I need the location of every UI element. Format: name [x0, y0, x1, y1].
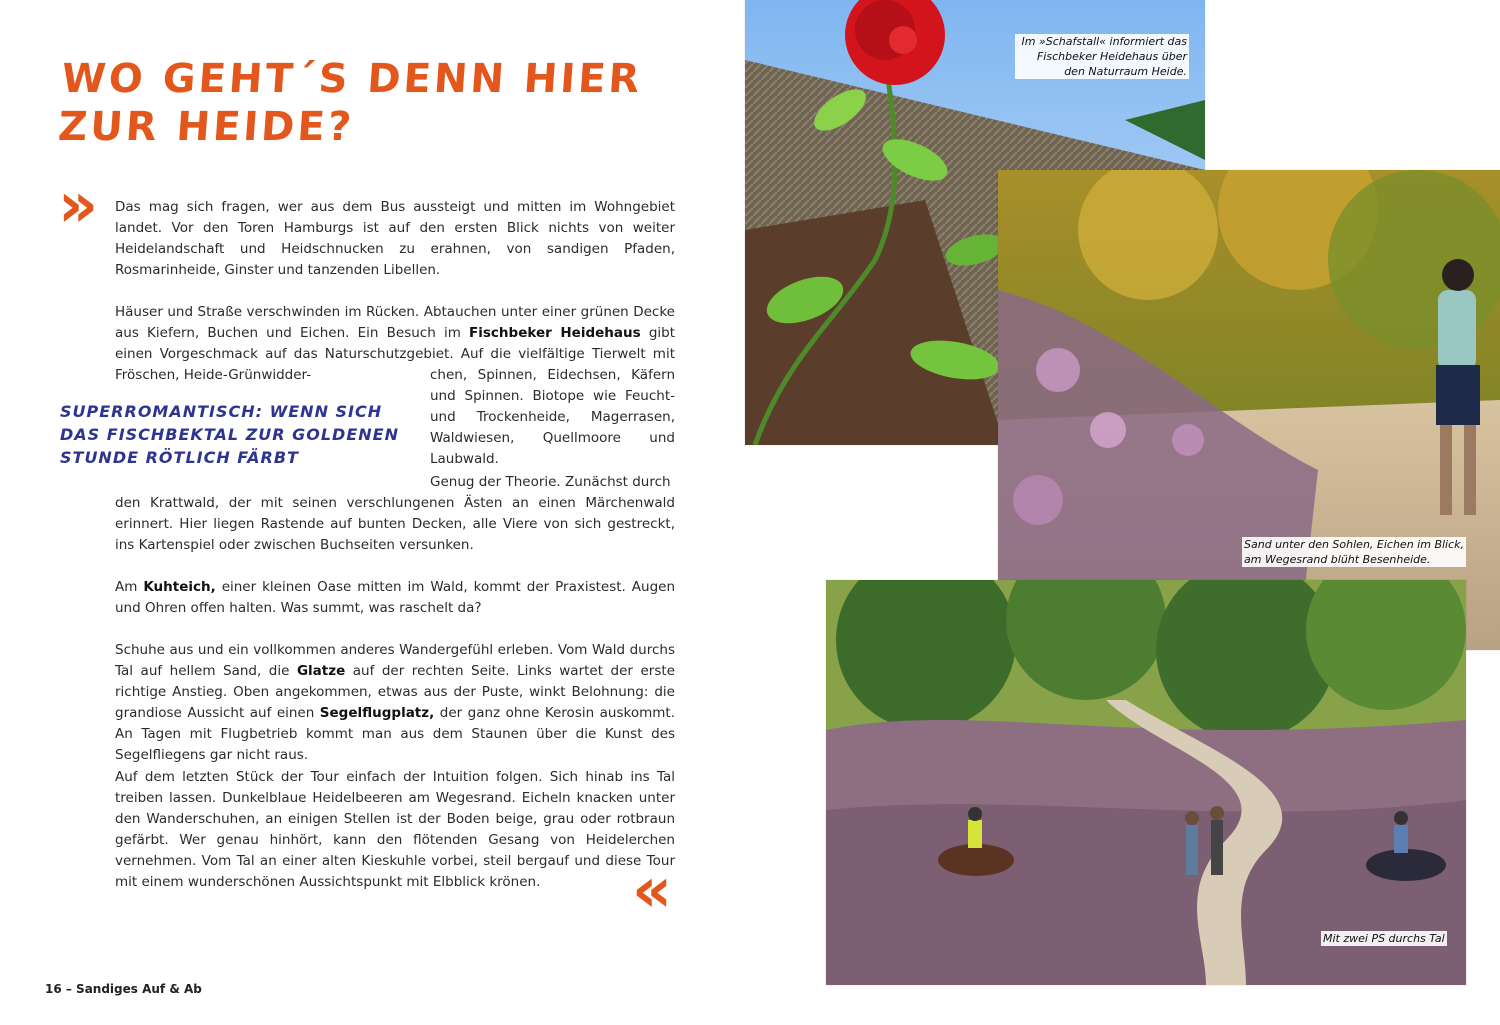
bold-segelflugplatz: Segelflugplatz, — [319, 705, 435, 721]
paragraph-5-text-b: auf der rechten Seite. Links wartet der erste richtige Anstieg. Oben angekommen, etwas aus der Puste, winkt Belohnung: die grandiose Aussicht auf einen — [115, 663, 675, 721]
paragraph-3-start — [430, 472, 675, 493]
photo-hiker-heath — [998, 170, 1500, 650]
pull-quote: SUPERROMANTISCH: WENN SICH DAS FISCHBEKTAL ZUR GOLDENEN STUNDE RÖTLICH FÄRBT — [60, 402, 399, 467]
paragraph-3-text-a: Genug der Theorie. Zunächst durch — [430, 474, 671, 490]
paragraph-4 — [115, 577, 675, 619]
paragraph-2-text-a: Häuser und Straße verschwinden im Rücken. Abtauchen unter einer grünen Decke aus Kiefern, Buchen und Eichen. Ein Besuch im — [115, 304, 675, 341]
bold-fischbeker-heidehaus: Fischbeker Heidehaus — [469, 325, 641, 341]
page-footer: 16 – Sandiges Auf & Ab — [45, 982, 202, 996]
paragraph-5 — [115, 640, 675, 766]
riders-photo-illustration — [826, 580, 1466, 985]
caption-riders: Mit zwei PS durchs Tal — [1323, 932, 1445, 945]
paragraph-3 — [115, 493, 675, 556]
hiker-photo-illustration — [998, 170, 1500, 650]
paragraph-1 — [115, 197, 675, 281]
paragraph-4-text-b: einer kleinen Oase mitten im Wald, kommt der Praxistest. Augen und Ohren offen halten. Was summt, was raschelt da? — [115, 579, 675, 616]
paragraph-6 — [115, 767, 675, 893]
left-page — [0, 0, 745, 1025]
paragraph-4-text-a: Am — [115, 579, 144, 595]
paragraph-5-text-c: der ganz ohne Kerosin auskommt. An Tagen mit Flugbetrieb kommt man aus dem Staunen über die Kunst des Segelfliegens gar nicht raus. — [115, 705, 676, 763]
paragraph-2-text-c: chen, Spinnen, Eidechsen, Käfern und Spinnen. Biotope wie Feucht- und Trockenheide, Magerrasen, Waldwiesen, Quellmoore und Laubwald. — [430, 367, 675, 467]
bold-glatze: Glatze — [296, 663, 346, 679]
caption-hiker: Sand unter den Sohlen, Eichen im Blick, am Wegesrand blüht Besenheide. — [1244, 538, 1465, 566]
opening-quote-mark: » — [58, 168, 99, 241]
caption-rose: Im »Schafstall« informiert das Fischbeker Heidehaus über den Naturraum Heide. — [1015, 34, 1189, 79]
page-title: WO GEHT´S DENN HIER ZUR HEIDE? — [56, 56, 644, 150]
paragraph-5-text-a: Schuhe aus und ein vollkommen anderes Wandergefühl erleben. Vom Wald durchs Tal auf hellem Sand, die — [115, 642, 675, 679]
paragraph-2-text-b: gibt einen Vorgeschmack auf das Naturschutzgebiet. Auf die vielfältige Tierwelt mit Fröschen, Heide-Grünwidder- — [115, 325, 675, 383]
paragraph-1-text: Das mag sich fragen, wer aus dem Bus aussteigt und mitten im Wohngebiet landet. Vor den Toren Hamburgs ist auf den ersten Blick nichts von weiter Heidelandschaft und Heidschnucken zu erahnen, von sandigen Pfaden, Rosmarinheide, Ginster und tanzenden Libellen. — [115, 199, 675, 278]
paragraph-2-continued — [430, 365, 675, 470]
paragraph-3-text-b: den Krattwald, der mit seinen verschlungenen Ästen an einen Märchenwald erinnert. Hier liegen Rastende auf bunten Decken, alle Viere von sich gestreckt, ins Kartenspiel oder zwischen Buchseiten versunken. — [115, 495, 675, 553]
paragraph-6-text: Auf dem letzten Stück der Tour einfach der Intuition folgen. Sich hinab ins Tal treiben lassen. Dunkelblaue Heidelbeeren am Wegesrand. Eicheln knacken unter den Wanderschuhen, an einigen Stellen ist der Boden beige, grau oder rotbraun gefärbt. Wer genau hinhört, kann den flötenden Gesang von Heidelerchen vernehmen. Vom Tal an einer alten Kieskuhle vorbei, steil bergauf und diese Tour mit einem wunderschönen Aussichtspunkt mit Elbblick krönen. — [115, 769, 675, 890]
photo-riders-valley — [826, 580, 1466, 985]
closing-quote-mark: « — [632, 853, 673, 926]
bold-kuhteich: Kuhteich, — [143, 579, 216, 595]
